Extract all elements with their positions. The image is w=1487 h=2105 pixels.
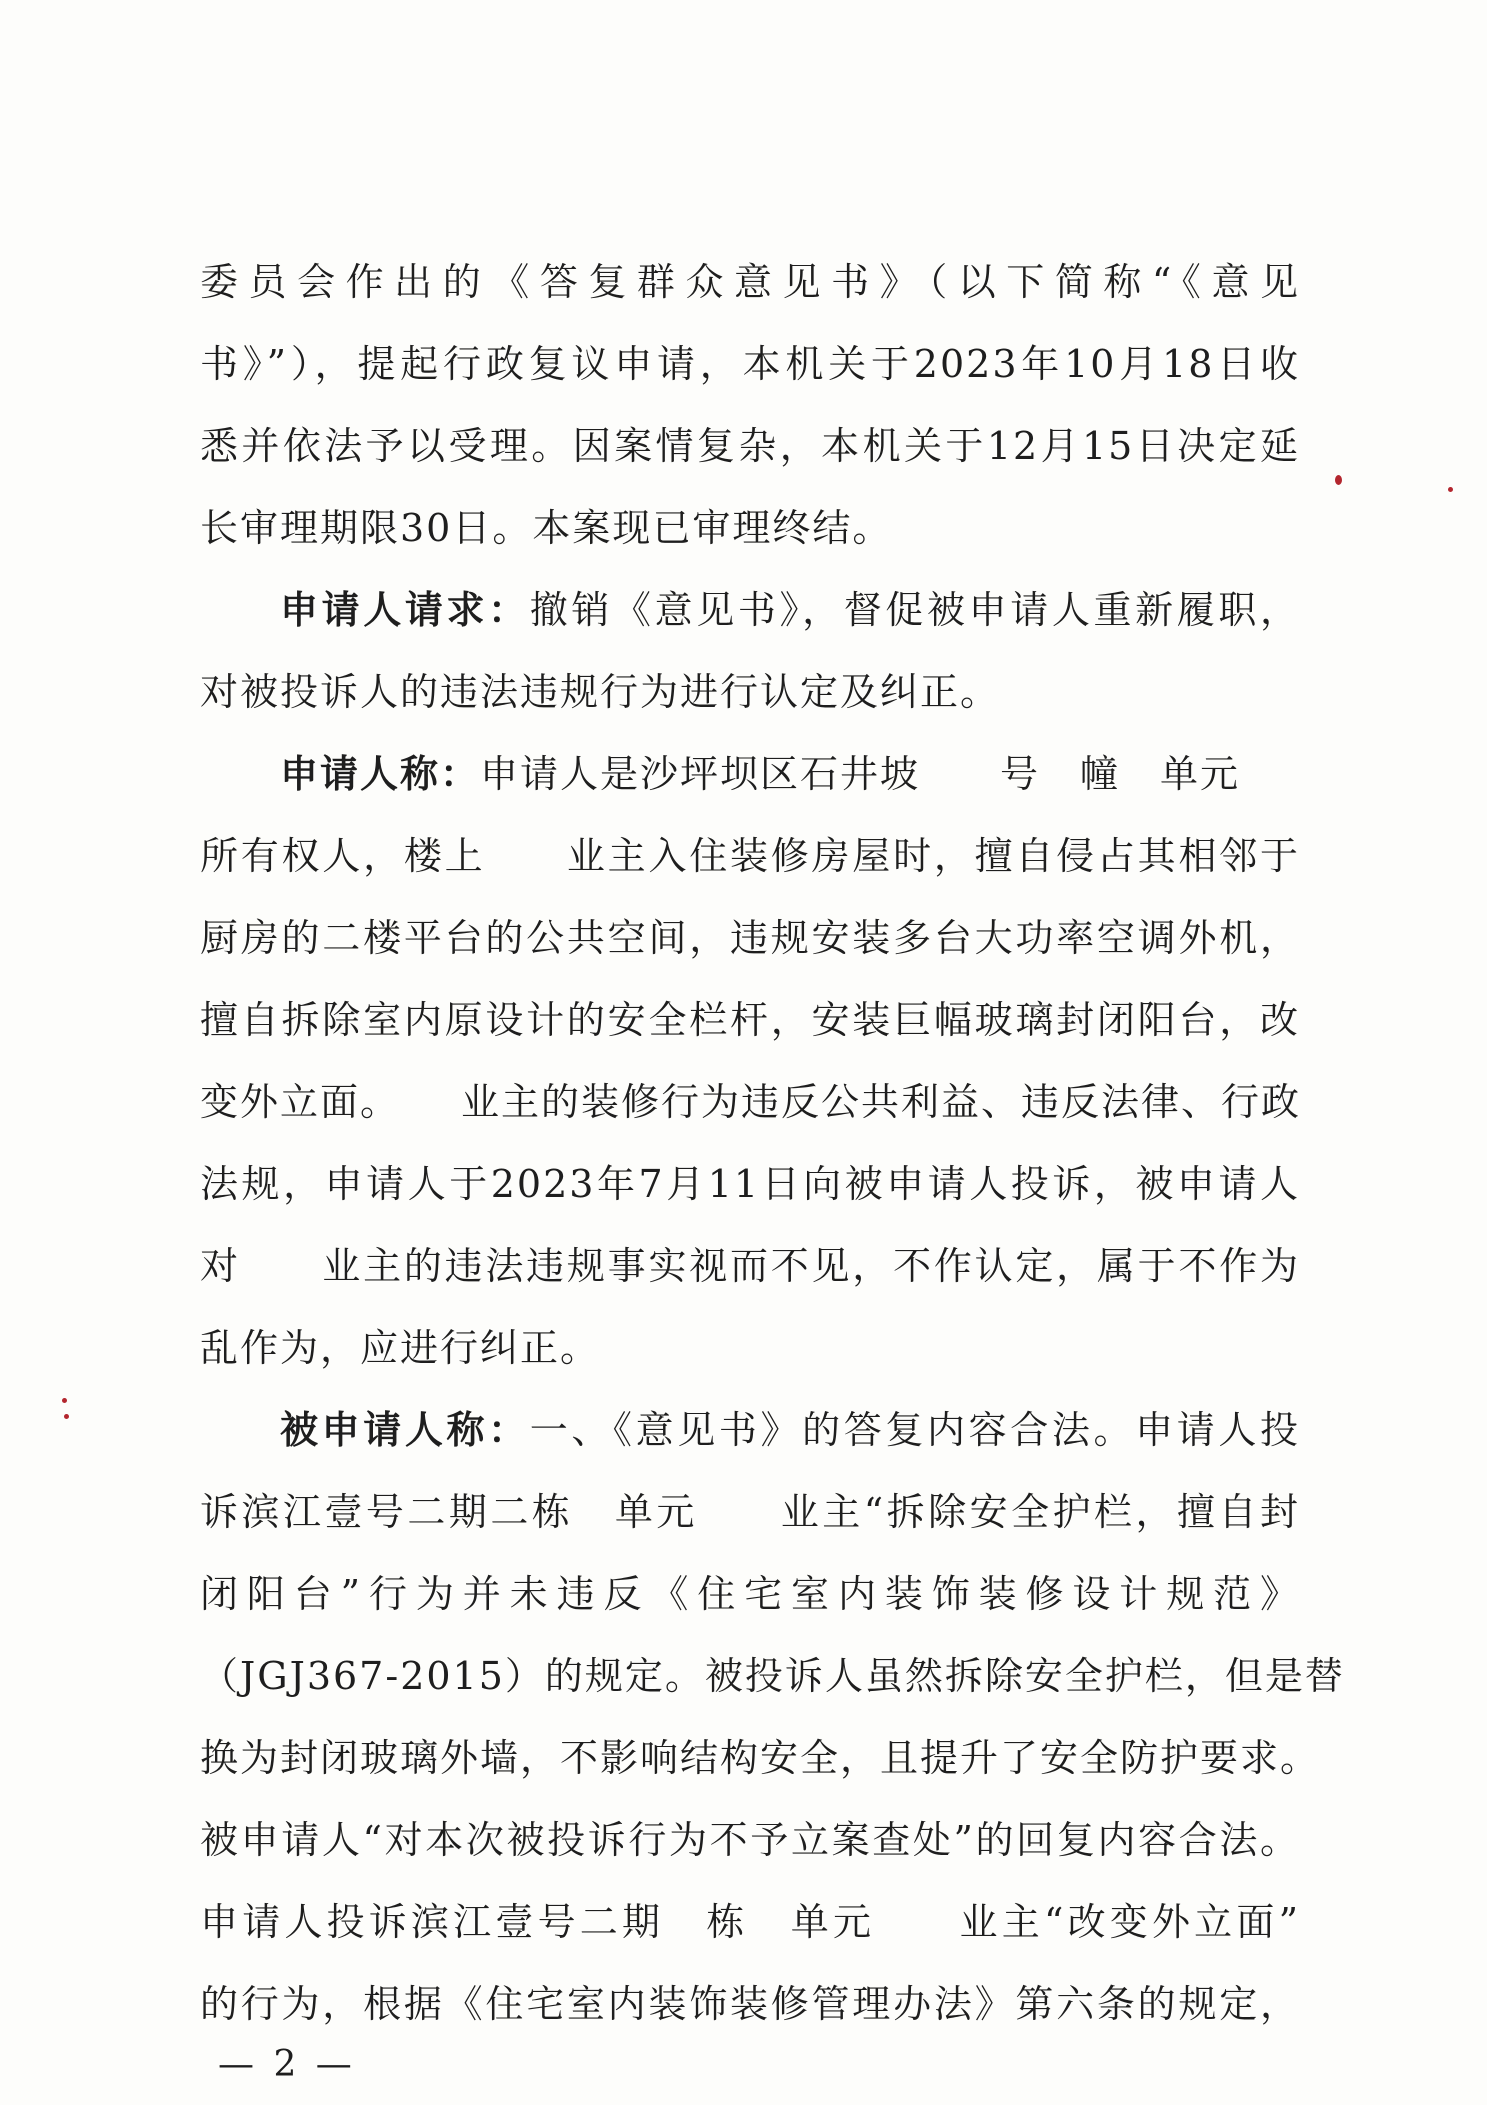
scan-speck	[62, 1398, 67, 1403]
body-line-21	[200, 1887, 1300, 1957]
line-text: （JGJ367-2015）的规定。被投诉人虽然拆除安全护栏，但是替	[200, 1654, 1345, 1698]
body-line-13	[200, 1231, 1300, 1301]
line-text: 撤销《意见书》，督促被申请人重新履职，	[529, 588, 1300, 632]
body-line-16	[200, 1477, 1300, 1547]
scan-speck	[64, 1414, 69, 1419]
body-line-11	[200, 1067, 1300, 1137]
section-heading-respondent: 被申请人称：	[280, 1407, 530, 1452]
line-text: 换为封闭玻璃外墙，不影响结构安全，且提升了安全防护要求。	[200, 1736, 1321, 1780]
line-text: 法规，申请人于2023年7月11日向被申请人投诉，被申请人	[200, 1162, 1300, 1206]
body-line-6	[200, 657, 1300, 727]
applicant-paragraph-line-1	[280, 739, 1300, 809]
line-text: 委员会作出的《答复群众意见书》（以下简称“《意见	[200, 260, 1300, 304]
line-text: 擅自拆除室内原设计的安全栏杆，安装巨幅玻璃封闭阳台，改	[200, 998, 1300, 1042]
section-heading-applicant: 申请人称：	[280, 751, 481, 796]
line-text: 悉并依法予以受理。因案情复杂，本机关于12月15日决定延	[200, 424, 1300, 468]
request-paragraph-line-1	[280, 575, 1300, 645]
body-line-22	[200, 1969, 1300, 2039]
line-text: 对被投诉人的违法违规行为进行认定及纠正。	[200, 670, 1001, 714]
line-text: 所有权人，楼上 业主入住装修房屋时，擅自侵占其相邻于	[200, 834, 1300, 878]
body-line-1	[200, 247, 1300, 317]
line-text: 长审理期限30日。本案现已审理终结。	[200, 506, 893, 550]
respondent-paragraph-line-1	[280, 1395, 1300, 1465]
body-line-2	[200, 329, 1300, 399]
body-line-10	[200, 985, 1300, 1055]
body-line-17	[200, 1559, 1300, 1629]
body-line-4	[200, 493, 1300, 563]
line-text: 申请人是沙坪坝区石井坡 号 幢 单元	[480, 752, 1241, 796]
body-line-20	[200, 1805, 1300, 1875]
section-heading-request: 申请人请求：	[280, 587, 530, 632]
scan-speck	[1335, 475, 1342, 485]
line-text: 书》”），提起行政复议申请，本机关于2023年10月18日收	[200, 342, 1300, 386]
body-line-8	[200, 821, 1300, 891]
line-text: 对 业主的违法违规事实视而不见，不作认定，属于不作为	[200, 1244, 1300, 1288]
line-text: 诉滨江壹号二期二栋 单元 业主“拆除安全护栏，擅自封	[200, 1490, 1300, 1534]
line-text: 变外立面。 业主的装修行为违反公共利益、违反法律、行政	[200, 1080, 1302, 1124]
line-text: 的行为，根据《住宅室内装饰装修管理办法》第六条的规定，	[200, 1982, 1300, 2026]
line-text: 厨房的二楼平台的公共空间，违规安装多台大功率空调外机，	[200, 916, 1300, 960]
line-text: 一、《意见书》的答复内容合法。申请人投	[529, 1408, 1300, 1452]
body-line-19	[200, 1723, 1321, 1793]
body-line-3	[200, 411, 1300, 481]
line-text: 申请人投诉滨江壹号二期 栋 单元 业主“改变外立面”	[200, 1900, 1300, 1944]
line-text: 乱作为，应进行纠正。	[200, 1326, 601, 1370]
body-line-14	[200, 1313, 1300, 1383]
line-text: 被申请人“对本次被投诉行为不予立案查处”的回复内容合法。	[200, 1818, 1300, 1862]
scan-speck	[1448, 487, 1453, 492]
page-number: — 2 —	[218, 2044, 356, 2085]
body-line-12	[200, 1149, 1300, 1219]
body-line-9	[200, 903, 1300, 973]
body-line-18	[200, 1641, 1345, 1711]
line-text: 闭阳台”行为并未违反《住宅室内装饰装修设计规范》	[200, 1572, 1300, 1616]
